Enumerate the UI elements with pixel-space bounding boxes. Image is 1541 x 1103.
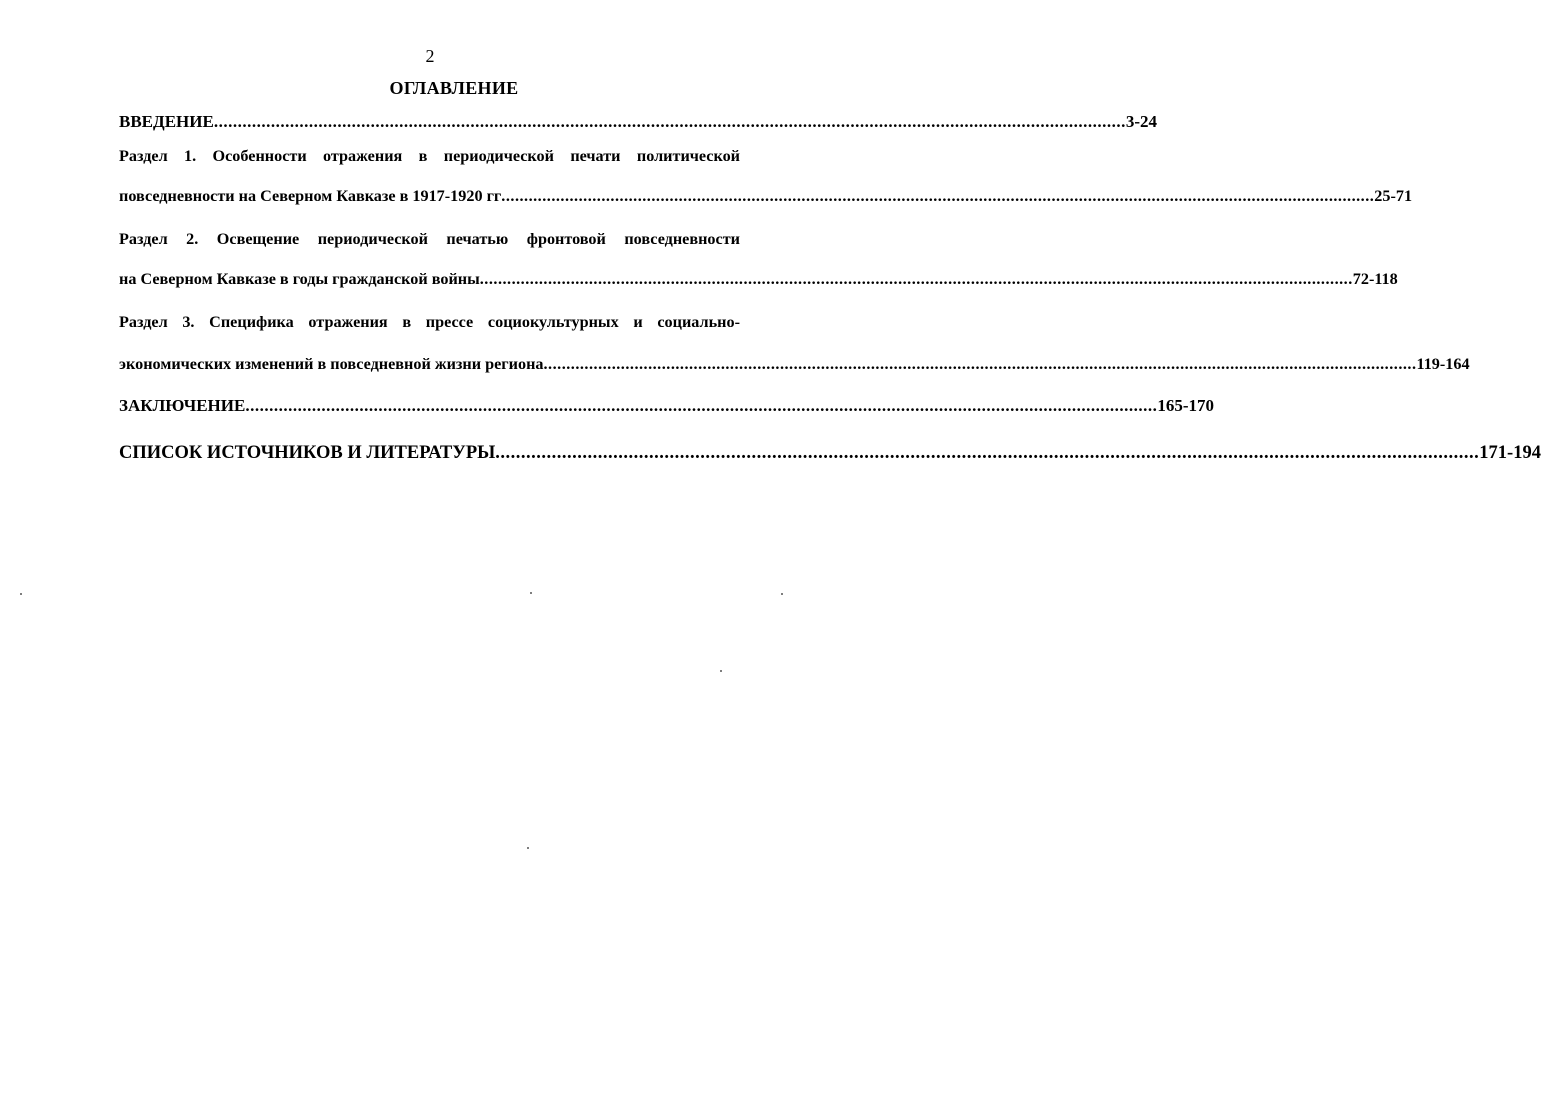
toc-entry-label: Раздел 2. Освещение периодической печатью фронтовой повседневности [119,230,740,248]
toc-entry-section-1-line-1 [119,147,740,166]
toc-entry-label: СПИСОК ИСТОЧНИКОВ И ЛИТЕРАТУРЫ [119,443,496,463]
scan-speck [530,592,532,594]
toc-entry-conclusion [119,396,1215,416]
toc-leader-dots: ................................................................................................................................................................................................ [543,355,1417,373]
toc-entry-section-3-line-2 [119,355,1470,374]
toc-page-range: 3-24 [1125,112,1158,131]
toc-page-range: 171-194 [1479,443,1541,463]
toc-entry-label: ВВЕДЕНИЕ [119,112,214,131]
toc-page-range: 25-71 [1374,187,1413,205]
toc-page-range: 119-164 [1416,355,1470,373]
toc-page-range: 165-170 [1157,396,1215,415]
scan-speck [527,847,529,849]
toc-entry-label: на Северном Кавказе в годы гражданской войны [119,270,480,288]
page-number: 2 [425,46,435,66]
toc-leader-dots: ................................................................................................................................................................................................ [245,396,1158,415]
toc-entry-section-1-line-2 [119,187,1413,206]
toc-title: ОГЛАВЛЕНИЕ [389,78,519,98]
toc-entry-label: Раздел 3. Специфика отражения в прессе социокультурных и социально- [119,313,740,331]
scan-speck [20,593,22,595]
toc-leader-dots: ................................................................................................................................................................................................ [479,270,1353,288]
scan-speck [781,593,783,595]
toc-entry-section-3-line-1 [119,313,740,332]
toc-entry-label: ЗАКЛЮЧЕНИЕ [119,396,246,415]
toc-entry-introduction [119,112,1158,132]
toc-leader-dots: ................................................................................................................................................................................................ [495,443,1480,463]
toc-entry-section-2-line-2 [119,270,1398,289]
toc-page-range: 72-118 [1352,270,1398,288]
toc-entry-label: повседневности на Северном Кавказе в 1917-1920 гг [119,187,502,205]
scan-speck [720,670,722,672]
toc-leader-dots: ................................................................................................................................................................................................ [501,187,1375,205]
toc-entry-label: экономических изменений в повседневной жизни региона [119,355,544,373]
toc-entry-section-2-line-1 [119,230,740,249]
toc-entry-label: Раздел 1. Особенности отражения в периодической печати политической [119,147,740,165]
toc-leader-dots: ................................................................................................................................................................................................ [213,112,1126,131]
toc-entry-sources [119,443,1541,464]
